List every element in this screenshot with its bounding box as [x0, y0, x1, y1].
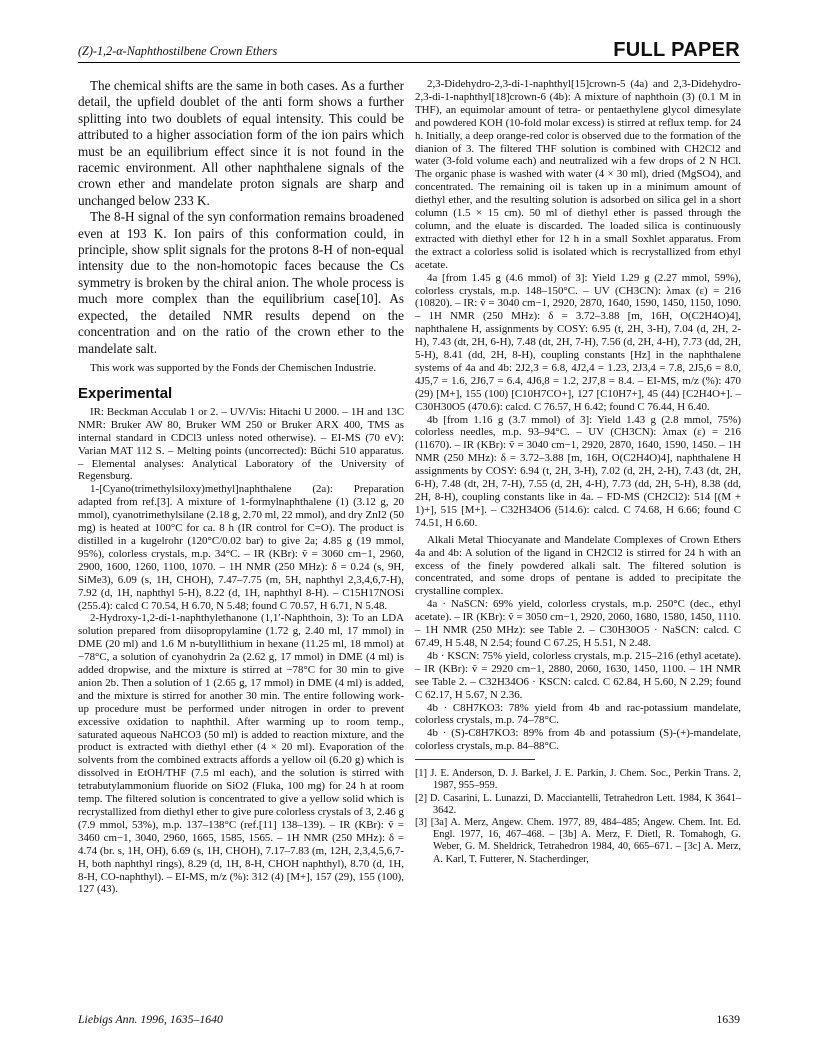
references-rule: [415, 759, 535, 760]
references-list: [415, 768, 741, 866]
experimental-paragraph: 4b · KSCN: 75% yield, colorless crystals, m.p. 215–216 (ethyl acetate). – IR (KBr): ṽ = 2920 cm−1, 2880, 2060, 1630, 1450, 1100. – 1H NMR see Table 2. – C32H34O6 · KSCN: calcd. C 62.84, H 5.60, N 2.29; found C 62.17, H 5.67, N 2.36.: [415, 649, 741, 701]
experimental-paragraph: Alkali Metal Thiocyanate and Mandelate Complexes of Crown Ethers 4a and 4b: A solution of the ligand in CH2Cl2 is stirred for 24 h with an excess of the finely powdered alkali salt. The filtered solution is concentrated, and some drops of pentane is added to precipitate the crystalline complex.: [415, 533, 741, 598]
header-rule: [78, 62, 740, 63]
experimental-paragraph: 4b · C8H7KO3: 78% yield from 4b and rac-potassium mandelate, colorless crystals, m.p. 74–78°C.: [415, 701, 741, 727]
experimental-heading: Experimental: [78, 384, 173, 402]
experimental-paragraph: 2,3-Didehydro-2,3-di-1-naphthyl[15]crown-5 (4a) and 2,3-Didehydro-2,3-di-1-naphthyl[18]crown-6 (4b): A mixture of naphthoin (3) (0.1 M in THF), an equimolar amount of tetra- or pentaethylene glycol dimesylate and powdered KOH (10-fold molar excess) is stirred at reflux temp. for 24 h. Initially, a deep orange-red color is observed due to the formation of the dianion of 3. The filtered THF solution is combined with CH2Cl2 and water (3-fold volume each) and neutralized wih a few drops of 2 N HCl. The organic phase is washed with water (4 × 30 ml), dried (MgSO4), and concentrated. The remaining oil is taken up in a minimum amount of diethyl ether, and the resulting solution is adsorbed on silica gel in a short column (1.5 × 15 cm). 50 ml of diethyl ether is passed through the column, and the eluate is discarded. The loaded silica is continuously extracted with diethyl ether for 12 h in a small Soxhlet apparatus. From the extract a colorless solid is isolated which is recrystallized from ethyl acetate.: [415, 78, 741, 271]
right-column: [415, 78, 741, 866]
experimental-paragraph: 4b · (S)-C8H7KO3: 89% from 4b and potassium (S)-(+)-mandelate, colorless crystals, m.p. 84–88°C.: [415, 727, 741, 753]
journal-citation: Liebigs Ann. 1996, 1635–1640: [78, 1012, 223, 1026]
body-paragraph: The 8-H signal of the syn conformation remains broadened even at 193 K. Ion pairs of this conformation could, in principle, show split signals for the protons 8-H of non-equal intensity due to the non-homotopic faces because the Cs symmetry is broken by the chiral anion. The whole process is much more complex than the equilibrium case[10]. As expected, the detailed NMR results depend on the concentration and on the ratio of the crown ether to the mandelate salt.: [78, 209, 404, 356]
experimental-paragraph: IR: Beckman Acculab 1 or 2. – UV/Vis: Hitachi U 2000. – 1H and 13C NMR: Bruker AW 80, Bruker WM 250 or Bruker ARX 400, TMS as internal standard in CDCl3 unless noted otherwise). – EI-MS (70 eV): Varian MAT 112 S. – Melting points (uncorrected): Büchi 510 apparatus. – Elemental analyses: Analytical Laboratory of the University of Regensburg.: [78, 405, 404, 483]
left-column: [78, 78, 404, 896]
experimental-paragraph: 4a · NaSCN: 69% yield, colorless crystals, m.p. 250°C (dec., ethyl acetate). – IR (KBr): ṽ = 3050 cm−1, 2920, 2060, 1680, 1580, 1450, 1110. – 1H NMR (250 MHz): see Table 2. – C30H30O5 · NaSCN: calcd. C 67.49, H 5.48, N 2.54; found C 67.25, H 5.51, N 2.48.: [415, 598, 741, 649]
body-paragraph: The chemical shifts are the same in both cases. As a further detail, the upfield doublet of the anti form shows a further splitting into two doublets of equal intensity. This could be attributed to a higher association form of the ion pairs which must be an equilibrium effect since it is not found in the racemic environment. All other naphthalene signals of the crown ether and mandelate proton signals are sharp and unchanged below 233 K.: [78, 78, 404, 208]
section-label: FULL PAPER: [613, 39, 740, 61]
experimental-paragraph: 1-[Cyano(trimethylsiloxy)methyl]naphthalene (2a): Preparation adapted from ref.[3]. A mixture of 1-formylnaphthalene (1) (3.12 g, 20 mmol), cyanotrimethylsilane (2.18 g, 2.70 ml, 22 mmol), and dry ZnI2 (50 mg) is heated at 100°C for ca. 8 h (IR control for C=O). The product is distilled in a kugelrohr (120°C/0.02 bar) to give 2a; 4.85 g (19 mmol, 95%), colorless crystals, m.p. 34°C. – IR (KBr): ṽ = 3060 cm−1, 2960, 2900, 1600, 1260, 1100, 1070. – 1H NMR (250 MHz): δ = 0.24 (s, 9H, SiMe3), 6.09 (s, 1H, CHOH), 7.47–7.75 (m, 5H, naphthyl 2,3,4,6,7-H), 7.92 (d, 1H, naphthyl 5-H), 8.22 (d, 1H, naphthyl 8-H). – C15H17NOSi (255.4): calcd C 70.54, H 6.70, N 5.48; found C 70.57, H 6.71, N 5.48.: [78, 483, 404, 612]
experimental-paragraph: 4a [from 1.45 g (4.6 mmol) of 3]: Yield 1.29 g (2.27 mmol, 59%), colorless crystals, m.p. 148–150°C. – UV (CH3CN): λmax (ε) = 216 (10820). – IR: ṽ = 3040 cm−1, 2920, 2870, 1640, 1590, 1450, 1150, 1090. – 1H NMR (250 MHz): δ = 3.72–3.88 [m, 16H, O(C2H4O)4], naphthalene H, assignments by COSY: 6.95 (t, 2H, 3-H), 7.04 (d, 2H, 2-H), 7.43 (dt, 2H, 6-H), 7.48 (dt, 2H, 7-H), 7.56 (d, 2H, 4-H), 7.73 (dd, 2H, 5-H), 8.41 (dd, 2H, 8-H), coupling constants [Hz] in the naphthalene systems of 4a and 4b: 2J2,3 = 6.8, 4J2,4 = 1.23, 2J3,4 = 7.8, 2J5,6 = 8.0, 4J5,7 = 1.6, 2J6,7 = 6.4, 4J6,8 = 1.2, 2J7,8 = 8.4. – EI-MS, m/z (%): 470 (29) [M+], 155 (100) [C10H7CO+], 127 [C10H7+], 45 (44) [C2H4O+]. – C30H30O5 (470.6): calcd. C 76.57, H 6.42; found C 76.44, H 6.40.: [415, 271, 741, 413]
reference-item: [2] D. Casarini, L. Lunazzi, D. Macciantelli, Tetrahedron Lett. 1984, K 3641–3642.: [415, 792, 741, 816]
page-number: 1639: [716, 1012, 740, 1026]
reference-item: [1] J. E. Anderson, D. J. Barkel, J. E. Parkin, J. Chem. Soc., Perkin Trans. 2, 1987, 955–959.: [415, 768, 741, 792]
running-title: (Z)-1,2-α-Naphthostilbene Crown Ethers: [78, 44, 278, 58]
reference-item: [3] [3a] A. Merz, Angew. Chem. 1977, 89, 484–485; Angew. Chem. Int. Ed. Engl. 1977, 16, 467–468. – [3b] A. Merz, F. Dietl, R. Tomahogh, G. Weber, G. M. Sheldrick, Tetrahedron 1984, 40, 665–671. – [3c] A. Merz, A. Karl, T. Futterer, N. Stacherdinger,: [415, 816, 741, 865]
experimental-paragraph: 4b [from 1.16 g (3.7 mmol) of 3]: Yield 1.43 g (2.8 mmol, 75%) colorless needles, m.p. 93–94°C. – UV (CH3CN): λmax (ε) = 216 (11670). – IR (KBr): ṽ = 3040 cm−1, 2920, 2870, 1640, 1590, 1450. – 1H NMR (250 MHz): δ = 3.72–3.88 [m, 16H, O(C2H4O)4], naphthalene H assignments by COSY: 6.94 (t, 2H, 3-H), 7.02 (d, 2H, 2-H), 7.43 (dt, 2H, 6-H), 7.48 (dt, 2H, 7-H), 7.55 (d, 2H, 4-H), 7.73 (dd, 2H, 5-H), 8.38 (dd, 2H, 8-H), coupling constants like in 4a. – FD-MS (CH2Cl2): 514 [(M + 1)+], 515 [M+]. – C32H34O6 (514.6): calcd. C 74.68, H 6.66; found C 74.51, H 6.60.: [415, 413, 741, 529]
experimental-paragraph: 2-Hydroxy-1,2-di-1-naphthylethanone (1,1′-Naphthoin, 3): To an LDA solution prepared from diisopropylamine (1.72 g, 2.40 ml, 17 mmol) in DME (20 ml) and 1.6 M n-butyllithium in hexane (11.25 ml, 18 mmol) at −78°C, a solution of cyanohydrin 2a (2.62 g, 17 mmol) in DME (4 ml) is added dropwise, and the mixture is stirred at −78°C for 30 min to give anion 2b. Then a solution of 1 (2.65 g, 17 mmol) in DME (4 ml) is added, and the mixture is stirred for another 30 min. The entire following work-up procedure must be performed under nitrogen in order to prevent excessive oxidation to naphthil. After warming up to room temp., saturated aqueous NaHCO3 (50 ml) is added to reaction mixture, and the product is extracted with diethyl ether (4 × 20 ml). Evaporation of the solvents from the combined extracts affords a yellow oil (6.20 g) which is dissolved in EtOH/THF (7.5 ml each), and the solution is stirred with tetrabutylammonium fluoride on SiO2 (Fluka, 100 mg) for 24 h at room temp. The filtered solution is concentrated to give a yellow solid which is recrystallized from diethyl ether to give pure colorless crystals of 3, 2.46 g (7.9 mmol, 53%), m.p. 137–138°C (ref.[11] 138–139). – IR (KBr): ṽ = 3460 cm−1, 3040, 2960, 1665, 1585, 1565. – 1H NMR (250 MHz): δ = 4.74 (br. s, 1H, OH), 6.69 (s, 1H, CHOH), 7.17–7.83 (m, 12H, 2,3,4,5,6,7-H, both naphthyl rings), 8.29 (d, 1H, 8-H, CHOH naphthyl), 8.70 (d, 1H, 8-H, CO-naphthyl). – EI-MS, m/z (%): 312 (4) [M+], 157 (29), 155 (100), 127 (43).: [78, 612, 404, 896]
acknowledgement: This work was supported by the Fonds der Chemischen Industrie.: [90, 361, 377, 374]
